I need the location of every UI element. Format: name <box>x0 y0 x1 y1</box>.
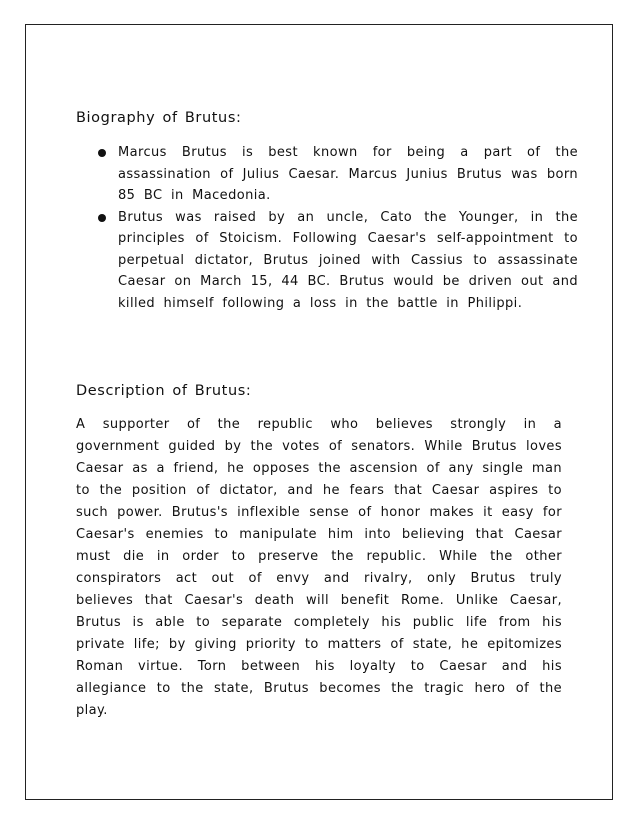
description-heading: Description of Brutus: <box>76 383 252 399</box>
biography-heading: Biography of Brutus: <box>76 110 242 126</box>
bullet-dot-icon <box>98 149 106 157</box>
bullet-dot-icon <box>98 214 106 222</box>
biography-bullet-text: Brutus was raised by an uncle, Cato the Younger, in the principles of Stoicism. Following Caesar's self-appointment to perpetual dictator, Brutus joined with Cassius to assassinate Caesar on March 15, 44 BC. Brutus would be driven out and killed himself following a loss in the battle in Philippi. <box>118 209 578 311</box>
biography-bullet-item <box>98 142 578 207</box>
biography-bullet-text: Marcus Brutus is best known for being a part of the assassination of Julius Caesar. Marcus Junius Brutus was born 85 BC in Macedonia. <box>118 145 578 203</box>
biography-bullet-list <box>98 142 578 314</box>
description-paragraph: A supporter of the republic who believes strongly in a government guided by the votes of senators. While Brutus loves Caesar as a friend, he opposes the ascension of any single man to the position of dictator, and he fears that Caesar aspires to such power. Brutus's inflexible sense of honor makes it easy for Caesar's enemies to manipulate him into believing that Caesar must die in order to preserve the republic. While the other conspirators act out of envy and rivalry, only Brutus truly believes that Caesar's death will benefit Rome. Unlike Caesar, Brutus is able to separate completely his public life from his private life; by giving priority to matters of state, he epitomizes Roman virtue. Torn between his loyalty to Caesar and his allegiance to the state, Brutus becomes the tragic hero of the play. <box>76 417 562 718</box>
biography-bullet-item <box>98 207 578 315</box>
